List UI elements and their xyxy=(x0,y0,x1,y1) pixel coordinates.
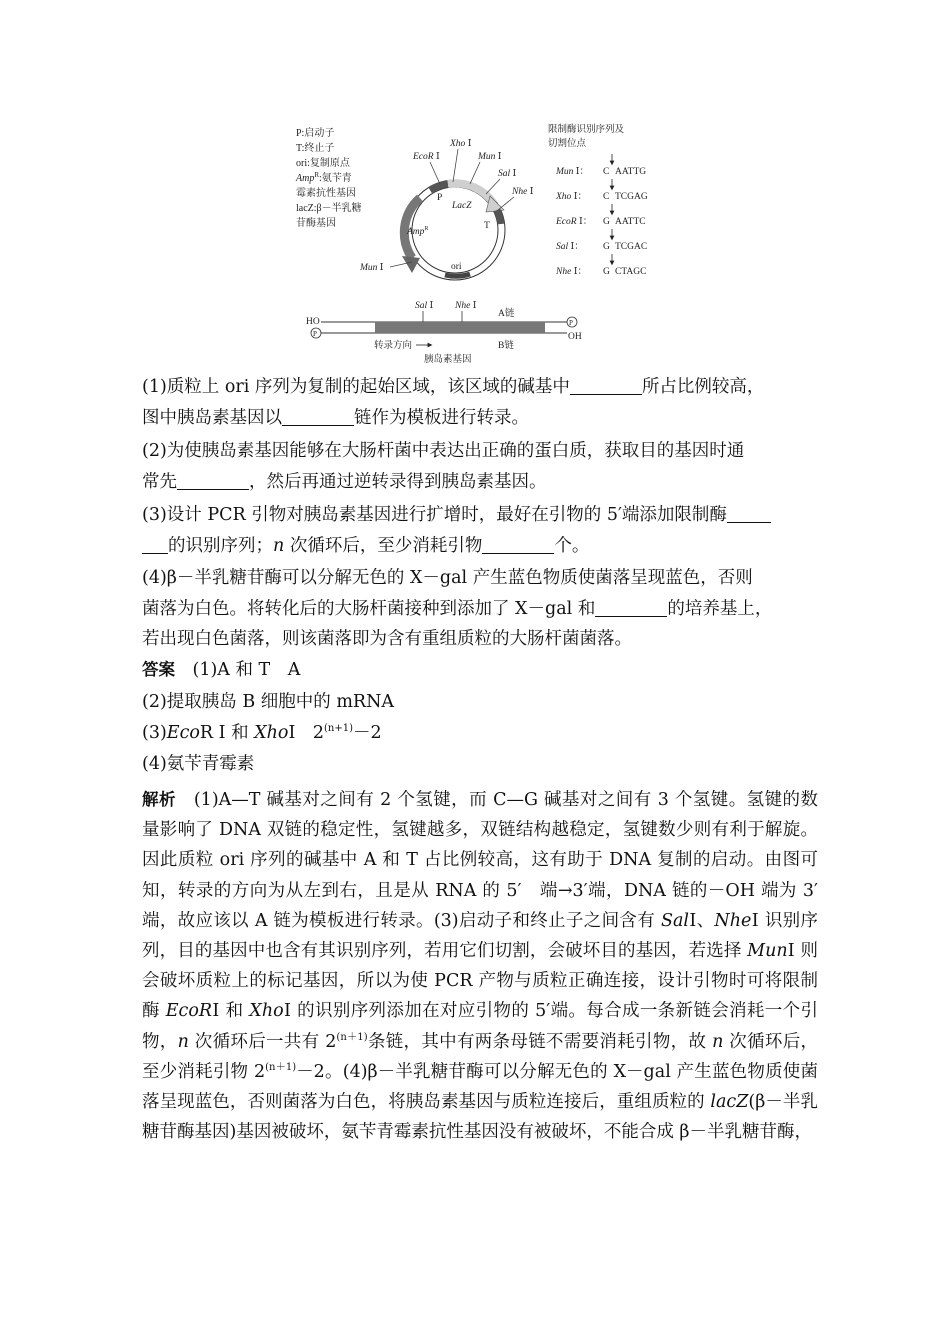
plasmid-figure xyxy=(290,118,670,370)
question-text: 个。 xyxy=(554,535,590,556)
analysis-label: 解析 xyxy=(142,790,176,809)
question-text: 图中胰岛素基因以 xyxy=(142,407,282,428)
question-1 xyxy=(142,372,814,433)
svg-text:胰岛素基因: 胰岛素基因 xyxy=(424,355,472,365)
answer-blank xyxy=(177,471,249,490)
svg-text:B链: B链 xyxy=(498,341,514,351)
figure-legend xyxy=(295,126,362,229)
question-4 xyxy=(142,563,814,655)
analysis-paragraph: 解析 (1)A—T 碱基对之间有 2 个氢键，而 C—G 碱基对之间有 3 个氢键。氢键的数量影响了 DNA 双链的稳定性，氢键越多，双链结构越稳定，氢键数少则有利于解旋。因此质粒 ori 序列的碱基中 A 和 T 占比例较高，这有助于 DNA 复制的启动。由图可知，转录的方向为从左到右，且是从 RNA 的 5′ 端→3′端，DNA 链的－OH 端为 3′端，故应该以 A 链为模板进行转录。(3)启动子和终止子之间含有 SalⅠ、NheⅠ 识别序列，目的基因中也含有其识别序列，若用它们切割，会破坏目的基因，若选择 MunⅠ 则会破坏质粒上的标记基因，所以为使 PCR 产物与质粒正确连接，设计引物时可将限制酶 EcoRⅠ 和 XhoⅠ 的识别序列添加在对应引物的 5′端。每合成一条新链会消耗一个引物，n 次循环后一共有 $2^{(n+1)}$条链，其中有两条母链不需要消耗引物，故 n 次循环后，至少消耗引物 $2^{(n+1)}-2$。(4)β－半乳糖苷酶可以分解无色的 X－gal 产生蓝色物质使菌落呈现蓝色，否则菌落为白色，将胰岛素基因与质粒连接后，重组质粒的 lacZ(β－半乳糖苷酶基因)基因被破坏，氨苄青霉素抗性基因没有被破坏，不能合成 β－半乳糖苷酶， xyxy=(142,790,819,1143)
svg-text:ori: ori xyxy=(451,262,462,272)
svg-text:HO: HO xyxy=(306,317,320,327)
question-text: 所占比例较高， xyxy=(641,377,765,397)
question-text: 菌落为白色。将转化后的大肠杆菌接种到添加了 X－gal 和 xyxy=(142,598,596,619)
svg-text:T: T xyxy=(484,221,490,231)
answer-line-1 xyxy=(142,655,814,686)
enzyme-table xyxy=(548,123,648,277)
question-text: 链作为模板进行转录。 xyxy=(354,407,529,428)
answer-label: 答案 xyxy=(142,660,175,679)
enzyme-row: Nhe Ⅰ： G CTAGC xyxy=(556,267,647,277)
answer-text: (4)氨苄青霉素 xyxy=(142,754,255,774)
svg-text:切割位点: 切割位点 xyxy=(548,139,587,149)
answer-text: (2)提取胰岛 B 细胞中的 mRNA xyxy=(142,692,395,712)
svg-text:Mun Ⅰ: Mun Ⅰ xyxy=(478,152,502,162)
legend-line: T:终止子 xyxy=(296,143,335,154)
answer-blank xyxy=(570,376,642,395)
question-text: ，然后再通过逆转录得到胰岛素基因。 xyxy=(249,471,547,492)
question-text: (1)质粒上 ori 序列为复制的起始区域，该区域的碱基中 xyxy=(142,377,570,397)
question-2 xyxy=(142,436,814,497)
answer-line-4 xyxy=(142,749,814,780)
enzyme-row: Xho Ⅰ： C TCGAG xyxy=(556,192,648,202)
enzyme-row: Sal Ⅰ： G TCGAC xyxy=(556,242,648,252)
plasmid-labels xyxy=(359,139,534,273)
question-text: 次循环后，至少消耗引物 xyxy=(284,535,483,556)
svg-text:P: P xyxy=(569,319,573,327)
svg-text:P: P xyxy=(313,330,317,338)
svg-text:Nhe Ⅰ: Nhe Ⅰ xyxy=(455,301,477,311)
answer-blank xyxy=(142,535,168,554)
svg-text:Nhe Ⅰ: Nhe Ⅰ xyxy=(512,187,534,197)
answer-line-3: (3)EcoR Ⅰ 和 XhoⅠ $2^{(n+1)}-2$ xyxy=(142,723,382,743)
svg-text:Sal Ⅰ: Sal Ⅰ xyxy=(415,301,434,311)
svg-text:P: P xyxy=(437,193,443,203)
legend-line: 苷酶基因 xyxy=(296,218,336,229)
svg-text:LacZ: LacZ xyxy=(452,201,472,211)
enzyme-row: Mun Ⅰ： C AATTG xyxy=(556,167,647,177)
insulin-gene-diagram xyxy=(306,301,582,365)
svg-text:Mun Ⅰ: Mun Ⅰ xyxy=(360,263,384,273)
svg-text:限制酶识别序列及: 限制酶识别序列及 xyxy=(548,125,625,135)
answer-text: (1)A 和 T A xyxy=(192,660,301,680)
answer-blank xyxy=(482,535,554,554)
legend-line: ori:复制原点 xyxy=(296,158,350,169)
enzyme-row: EcoR Ⅰ： G AATTC xyxy=(556,217,646,227)
legend-line: Amp$^R$:氨苄青 xyxy=(296,171,352,184)
question-text: 常先 xyxy=(142,471,177,492)
svg-text:转录方向: 转录方向 xyxy=(374,341,413,351)
svg-text:Sal Ⅰ: Sal Ⅰ xyxy=(498,169,517,179)
svg-text:EcoR Ⅰ: EcoR Ⅰ xyxy=(413,152,440,162)
svg-text:A链: A链 xyxy=(498,309,515,319)
variable-n: n xyxy=(273,535,285,556)
question-text: (4)β－半乳糖苷酶可以分解无色的 X－gal 产生蓝色物质使菌落呈现蓝色，否则 xyxy=(142,568,753,588)
answer-blank xyxy=(727,504,771,523)
legend-line: 霉素抗性基因 xyxy=(296,188,356,199)
svg-text:OH: OH xyxy=(568,332,582,342)
svg-text:Xho Ⅰ: Xho Ⅰ xyxy=(450,139,472,149)
question-text: (2)为使胰岛素基因能够在大肠杆菌中表达出正确的蛋白质，获取目的基因时通 xyxy=(142,441,745,461)
question-3 xyxy=(142,500,814,561)
answer-blank xyxy=(282,407,354,426)
answer-line-2 xyxy=(142,687,814,718)
question-text: 的识别序列； xyxy=(168,535,273,556)
question-text: 的培养基上， xyxy=(667,598,773,619)
legend-line: P:启动子 xyxy=(296,128,335,139)
svg-text:AmpR: Amp$^R$ xyxy=(407,226,429,237)
legend-line: lacZ:β－半乳糖 xyxy=(296,203,362,214)
question-text: 若出现白色菌落，则该菌落即为含有重组质粒的大肠杆菌菌落。 xyxy=(142,629,632,649)
answer-blank xyxy=(595,598,667,617)
question-text: (3)设计 PCR 引物对胰岛素基因进行扩增时，最好在引物的 5′端添加限制酶 xyxy=(142,505,727,525)
